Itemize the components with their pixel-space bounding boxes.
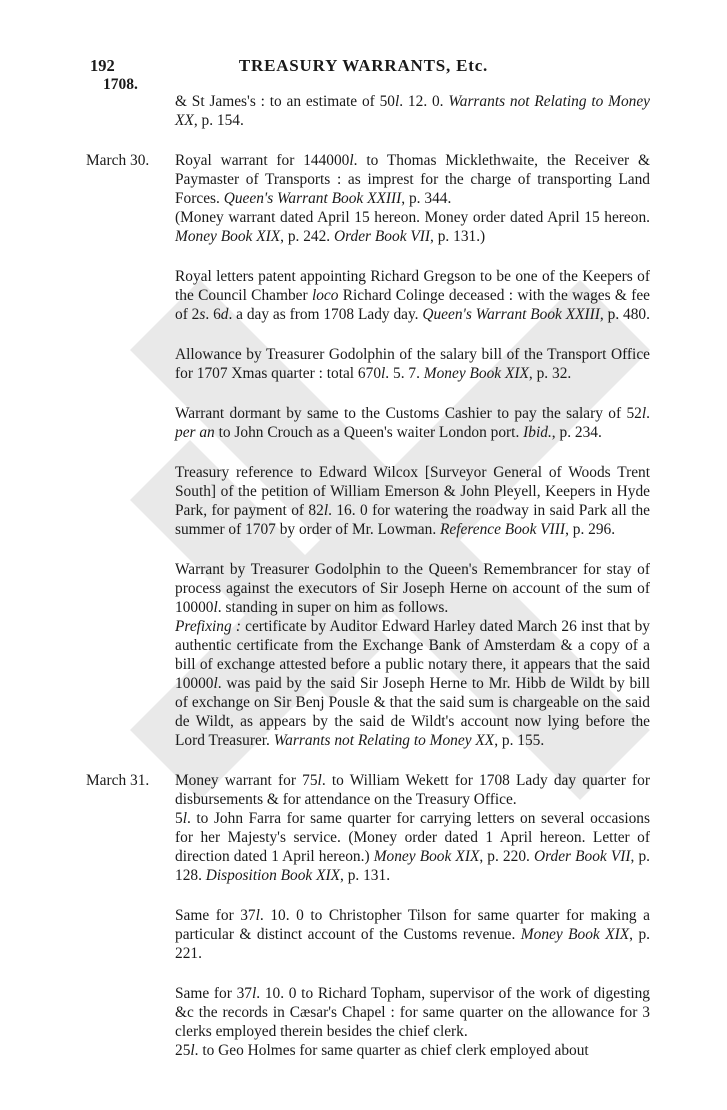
- running-title: TREASURY WARRANTS, Etc.: [238, 56, 489, 75]
- entry-paragraph: Treasury reference to Edward Wilcox [Surveyor General of Woods Trent South] of the petition of William Emerson & John Pleyell, Keepers in Hyde Park, for payment of 82l. 16. 0 for watering the roadway in said Park all the summer of 1707 by order of Mr. Lowman. Reference Book VIII, p. 296.: [175, 464, 650, 538]
- entry-paragraph: Allowance by Treasurer Godolphin of the salary bill of the Transport Office for 1707 Xmas quarter : total 670l. 5. 7. Money Book XIX, p. 32.: [175, 346, 650, 382]
- entry-paragraph: Prefixing : certificate by Auditor Edward Harley dated March 26 inst that by authentic certificate from the Exchange Bank of Amsterdam & a copy of a bill of exchange attested before a public notary there, it appears that the said 10000l. was paid by the said Sir Joseph Herne to Mr. Hibb de Wildt by bill of exchange on Sir Benj Pousle & that the said sum is chargeable on the said de Wildt, as appears by the said de Wildt's account now lying before the Lord Treasurer. Warrants not Relating to Money XX, p. 155.: [175, 618, 650, 749]
- entry-paragraph: Warrant dormant by same to the Customs Cashier to pay the salary of 52l. per an to John Crouch as a Queen's waiter London port. Ibid., p. 234.: [175, 405, 650, 441]
- entry-date: March 30.: [86, 152, 150, 169]
- page-number: 192: [90, 56, 115, 75]
- entry: [0, 771, 727, 885]
- entry-paragraph: Same for 37l. 10. 0 to Richard Topham, supervisor of the work of digesting &c the records in Cæsar's Chapel : for same quarter on the allowance for 3 clerks employed therein besides the chief clerk.: [175, 985, 650, 1040]
- entry-paragraph: [0, 92, 727, 130]
- entry: [0, 404, 727, 442]
- entry-paragraph: Warrant by Treasurer Godolphin to the Queen's Remembrancer for stay of process against the executors of Sir Joseph Herne on account of the sum of 10000l. standing in super on him as follows.: [175, 561, 650, 616]
- entry-paragraph: (Money warrant dated April 15 hereon. Money order dated April 15 hereon. Money Book XIX, p. 242. Order Book VII, p. 131.): [175, 209, 650, 245]
- entry-paragraph: Money warrant for 75l. to William Wekett for 1708 Lady day quarter for disbursements & for attendance on the Treasury Office.: [175, 772, 650, 808]
- entry: [0, 151, 727, 246]
- entry-paragraph: 5l. to John Farra for same quarter for carrying letters on several occasions for her Majesty's service. (Money order dated 1 April hereon. Letter of direction dated 1 April hereon.) Money Book XIX, p. 220. Order Book VII, p. 128. Disposition Book XIX, p. 131.: [175, 810, 650, 884]
- entry: [0, 984, 727, 1060]
- entry-text: , p. 154.: [193, 112, 244, 129]
- entry: [0, 906, 727, 963]
- entry: [0, 345, 727, 383]
- entry: [0, 267, 727, 324]
- entry-paragraph: Royal warrant for 144000l. to Thomas Micklethwaite, the Receiver & Paymaster of Transports : as imprest for the charge of transporting Land Forces. Queen's Warrant Book XXIII, p. 344.: [175, 152, 650, 207]
- entry-date: March 31.: [86, 772, 150, 789]
- entry: [0, 463, 727, 539]
- entry-text: & St James's : to an estimate of 50l. 12. 0.: [175, 93, 449, 110]
- entry-citation: Warrants not Relating to Money XX: [175, 93, 651, 129]
- entry: [0, 92, 727, 130]
- page-year: 1708.: [103, 76, 138, 93]
- entries: [0, 92, 727, 1081]
- entry-paragraph: 25l. to Geo Holmes for same quarter as chief clerk employed about: [175, 1042, 589, 1059]
- entry-paragraph: Royal letters patent appointing Richard Gregson to be one of the Keepers of the Council Chamber loco Richard Colinge deceased : with the wages & fee of 2s. 6d. a day as from 1708 Lady day. Queen's Warrant Book XXIII, p. 480.: [175, 268, 651, 323]
- entry-paragraph: Same for 37l. 10. 0 to Christopher Tilson for same quarter for making a particular & distinct account of the Customs revenue. Money Book XIX, p. 221.: [175, 907, 650, 962]
- entry: [0, 560, 727, 750]
